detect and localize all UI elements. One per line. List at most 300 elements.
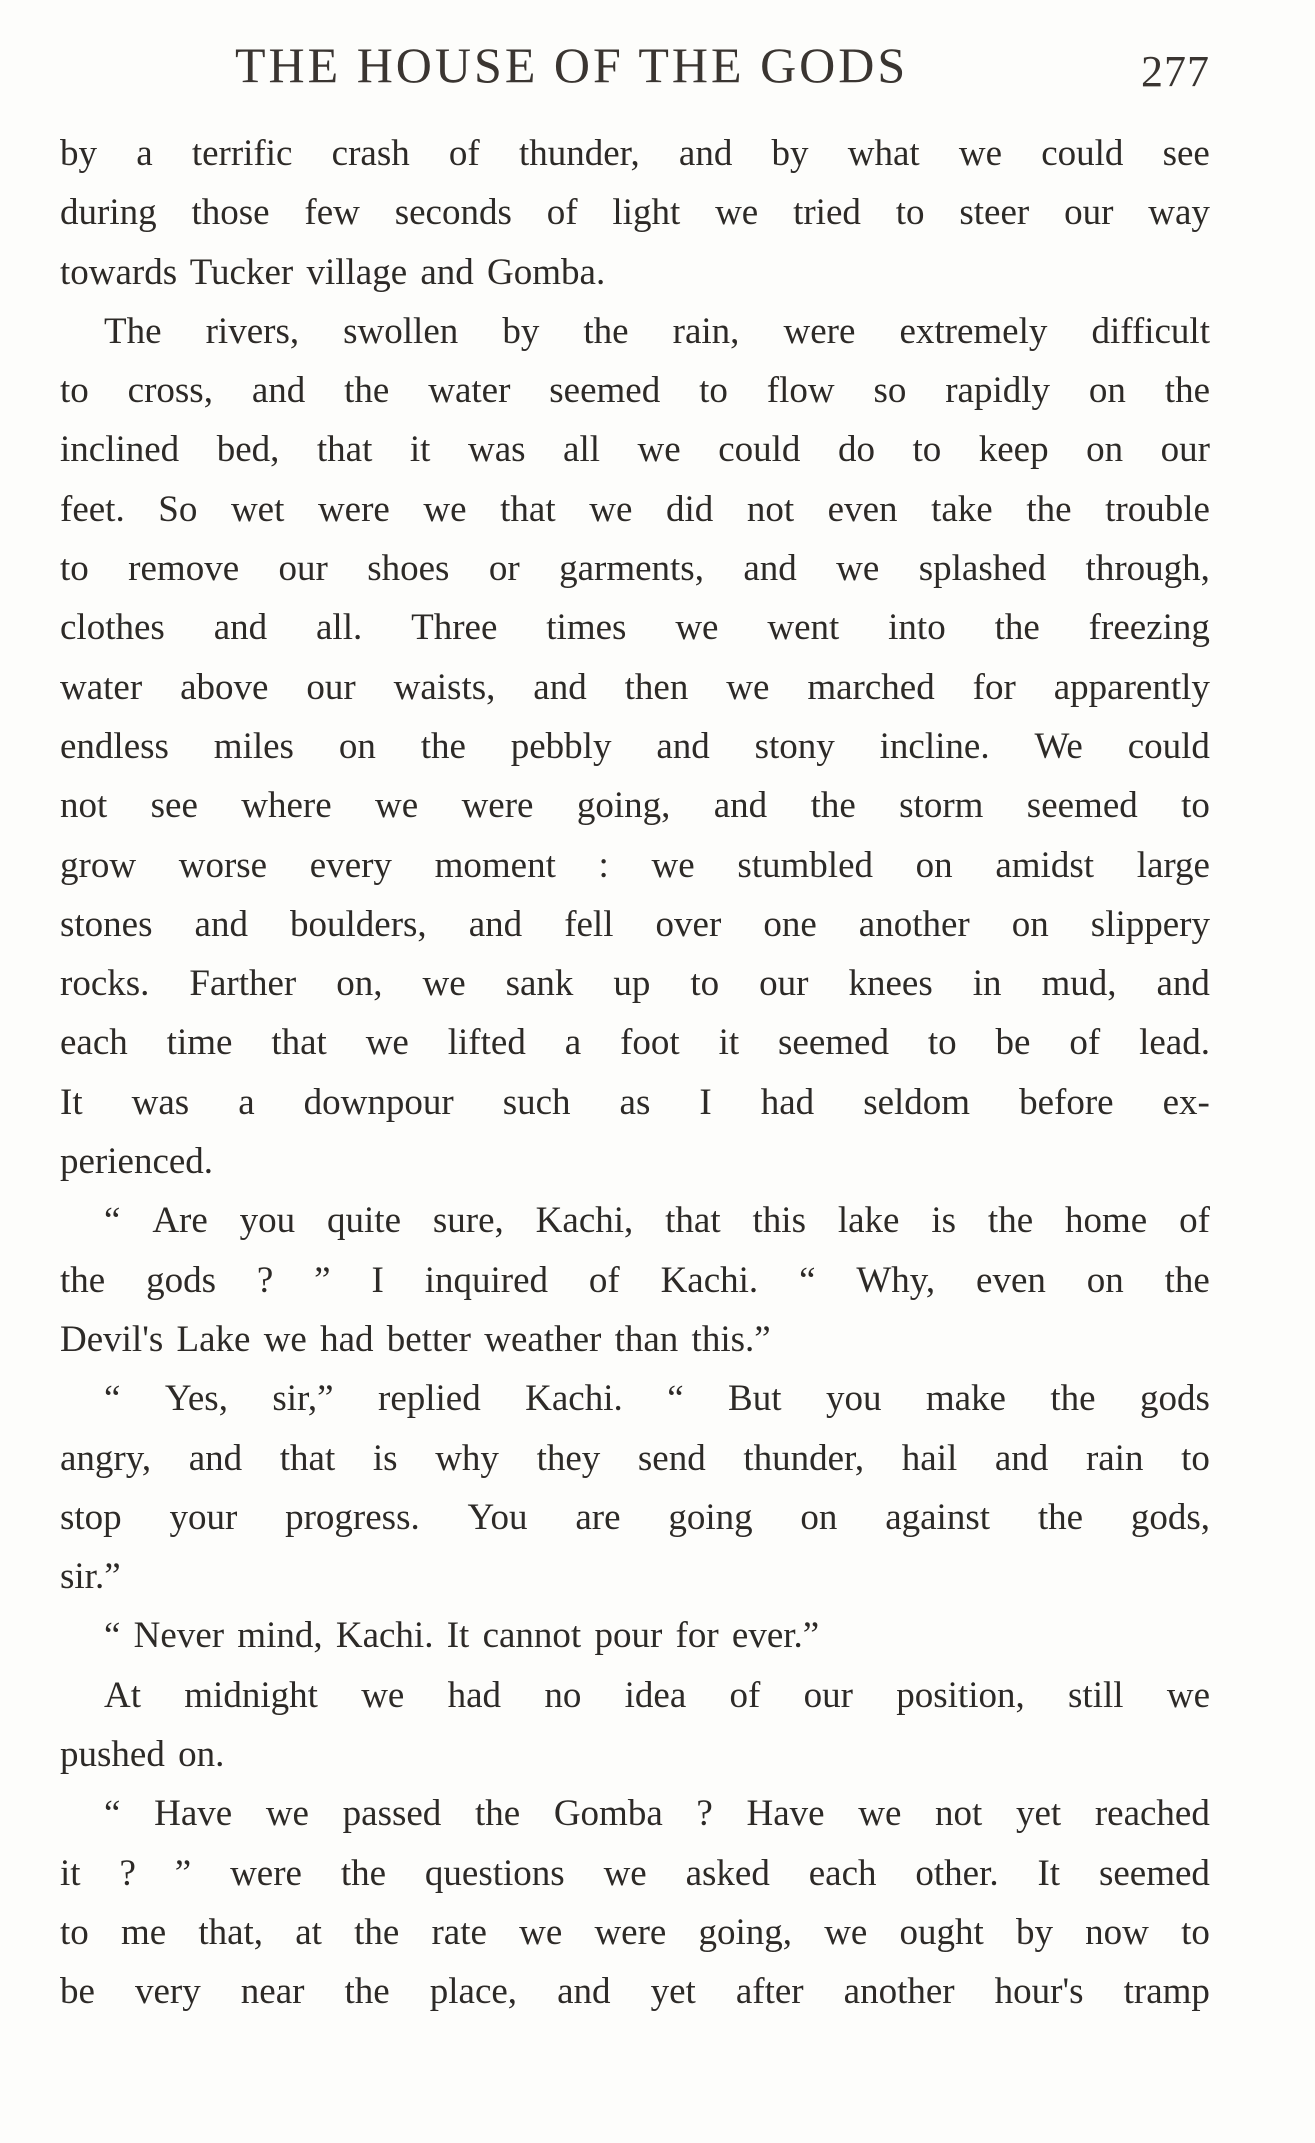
word: questions bbox=[424, 1852, 565, 1894]
word: me bbox=[120, 1911, 167, 1953]
word: were bbox=[317, 488, 390, 530]
word: that bbox=[500, 488, 556, 530]
word: we bbox=[651, 844, 695, 886]
word: no bbox=[544, 1674, 582, 1716]
word: and bbox=[194, 903, 248, 945]
word: crash bbox=[331, 133, 410, 174]
word: progress. bbox=[285, 1496, 420, 1538]
word: and bbox=[251, 370, 306, 412]
word: you bbox=[239, 1200, 296, 1242]
word: thunder, bbox=[743, 1437, 865, 1479]
word: place, bbox=[429, 1971, 518, 2013]
word: we bbox=[726, 666, 770, 708]
word: I bbox=[371, 1259, 384, 1301]
word: even bbox=[827, 488, 898, 530]
word: were bbox=[783, 310, 856, 352]
word: the bbox=[354, 1911, 400, 1953]
word: Yes, bbox=[164, 1378, 228, 1420]
word: our bbox=[759, 963, 809, 1005]
word: for bbox=[972, 666, 1016, 708]
word: seldom bbox=[863, 1081, 971, 1123]
word: on bbox=[1011, 903, 1049, 945]
text-line bbox=[60, 1429, 1210, 1488]
word: steer bbox=[959, 192, 1030, 234]
word: at bbox=[295, 1911, 322, 1953]
word: to bbox=[1181, 1437, 1210, 1479]
word: rain, bbox=[672, 310, 740, 352]
word: miles bbox=[213, 725, 294, 767]
word: to bbox=[895, 192, 925, 234]
word: we bbox=[824, 1911, 868, 1953]
word: a bbox=[564, 1022, 582, 1064]
word: stop bbox=[60, 1496, 122, 1538]
word: asked bbox=[685, 1852, 770, 1894]
word: marched bbox=[807, 666, 935, 708]
word: could bbox=[1041, 133, 1124, 174]
word: our bbox=[1160, 429, 1210, 471]
text-line bbox=[60, 1251, 1210, 1310]
word: hail bbox=[901, 1437, 958, 1479]
word: we bbox=[637, 429, 681, 471]
word: were bbox=[230, 1852, 302, 1894]
word: to bbox=[1181, 785, 1210, 827]
word: going bbox=[668, 1496, 753, 1538]
word: passed bbox=[342, 1793, 442, 1835]
word: every bbox=[309, 844, 392, 886]
word: splashed bbox=[918, 548, 1047, 590]
word: to bbox=[60, 370, 89, 412]
word: not bbox=[60, 785, 108, 827]
word: or bbox=[488, 548, 520, 590]
word: ? bbox=[119, 1852, 136, 1894]
word: Kachi. bbox=[525, 1378, 623, 1420]
word: feet. bbox=[60, 488, 125, 530]
word: rocks. bbox=[60, 963, 150, 1005]
word: near bbox=[240, 1971, 305, 2013]
word: : bbox=[598, 844, 609, 886]
word: apparently bbox=[1053, 666, 1210, 708]
word: those bbox=[191, 192, 270, 234]
word: send bbox=[637, 1437, 706, 1479]
word: another bbox=[843, 1971, 955, 2013]
word: through, bbox=[1085, 548, 1210, 590]
word: time bbox=[166, 1022, 233, 1064]
word: not bbox=[746, 488, 795, 530]
word: sure, bbox=[432, 1200, 504, 1242]
word: fell bbox=[564, 903, 614, 945]
word: grow bbox=[60, 844, 137, 886]
word: to bbox=[60, 1911, 89, 1953]
text-line bbox=[60, 1666, 1210, 1725]
word: we bbox=[423, 488, 467, 530]
word: was bbox=[467, 429, 526, 471]
word: waists, bbox=[393, 666, 496, 708]
word: yet bbox=[1015, 1793, 1062, 1835]
word: sir,” bbox=[272, 1378, 334, 1420]
word: why bbox=[435, 1437, 499, 1479]
text-line bbox=[60, 836, 1210, 895]
word: of bbox=[588, 1259, 620, 1301]
word: the bbox=[1164, 370, 1210, 412]
word: and bbox=[557, 1971, 611, 2013]
word: a bbox=[238, 1081, 255, 1123]
text-line bbox=[60, 302, 1210, 361]
word: Kachi, bbox=[535, 1200, 634, 1242]
word: wet bbox=[230, 488, 285, 530]
word: the bbox=[340, 1852, 387, 1894]
word: and bbox=[743, 548, 797, 590]
word: each bbox=[808, 1852, 877, 1894]
word: idea bbox=[624, 1674, 687, 1716]
word: to bbox=[912, 429, 942, 471]
word: sank bbox=[505, 963, 574, 1005]
text-line bbox=[60, 183, 1210, 242]
text-line bbox=[60, 895, 1210, 954]
word: gods bbox=[1140, 1378, 1210, 1420]
word: rapidly bbox=[945, 370, 1051, 412]
word: quite bbox=[327, 1200, 402, 1242]
word: take bbox=[931, 488, 993, 530]
word: ? bbox=[696, 1793, 713, 1835]
word: and bbox=[1156, 963, 1210, 1005]
word: the bbox=[344, 1971, 390, 2013]
word: thunder, bbox=[518, 133, 640, 174]
word: on bbox=[1088, 370, 1126, 412]
word: and bbox=[188, 1437, 243, 1479]
word: extremely bbox=[899, 310, 1048, 352]
word: stones bbox=[60, 903, 153, 945]
word: incline. bbox=[879, 725, 990, 767]
word: is bbox=[931, 1200, 957, 1242]
word: foot bbox=[620, 1022, 680, 1064]
word: lake bbox=[837, 1200, 900, 1242]
word: of bbox=[546, 192, 578, 234]
text-line bbox=[60, 1013, 1210, 1072]
word: into bbox=[888, 607, 946, 649]
word: do bbox=[837, 429, 875, 471]
word: seemed bbox=[1098, 1852, 1210, 1894]
word: We bbox=[1034, 725, 1083, 767]
word: see bbox=[150, 785, 198, 827]
word: our bbox=[278, 548, 328, 590]
word: not bbox=[935, 1793, 983, 1835]
word: of bbox=[448, 133, 480, 174]
word: that bbox=[316, 429, 373, 471]
word: rate bbox=[431, 1911, 487, 1953]
word: be bbox=[60, 1971, 95, 2013]
word: we bbox=[365, 1022, 409, 1064]
word: this bbox=[752, 1200, 806, 1242]
word: Why, bbox=[856, 1259, 936, 1301]
word: slippery bbox=[1090, 903, 1210, 945]
word: seemed bbox=[778, 1022, 889, 1064]
word: to bbox=[1181, 1911, 1210, 1953]
word: as bbox=[619, 1081, 651, 1123]
word: after bbox=[735, 1971, 804, 2013]
word: the bbox=[420, 725, 466, 767]
word: our bbox=[306, 666, 356, 708]
word: on bbox=[800, 1496, 838, 1538]
word: bed, bbox=[216, 429, 280, 471]
word: “ bbox=[667, 1378, 684, 1420]
word: times bbox=[546, 607, 627, 649]
word: it bbox=[60, 1852, 81, 1894]
word: seemed bbox=[549, 370, 661, 412]
word: terrific bbox=[191, 133, 293, 174]
word: were bbox=[594, 1911, 667, 1953]
word: against bbox=[885, 1496, 991, 1538]
word: make bbox=[925, 1378, 1006, 1420]
word: we bbox=[858, 1793, 902, 1835]
word: where bbox=[241, 785, 332, 827]
word: going, bbox=[698, 1911, 793, 1953]
word: then bbox=[624, 666, 689, 708]
word: could bbox=[718, 429, 801, 471]
word: on bbox=[338, 725, 376, 767]
word: our bbox=[1064, 192, 1114, 234]
word: cross, bbox=[127, 370, 213, 412]
word: The bbox=[104, 310, 162, 352]
word: ought bbox=[899, 1911, 984, 1953]
page-number: 277 bbox=[1141, 47, 1210, 96]
word: we bbox=[1166, 1674, 1210, 1716]
word: Have bbox=[746, 1793, 825, 1835]
text-line bbox=[60, 361, 1210, 420]
word: inclined bbox=[60, 429, 180, 471]
word: stumbled bbox=[737, 844, 873, 886]
word: downpour bbox=[303, 1081, 454, 1123]
word: garments, bbox=[559, 548, 704, 590]
word: each bbox=[60, 1022, 128, 1064]
word: to bbox=[690, 963, 720, 1005]
word: Have bbox=[154, 1793, 233, 1835]
word: seconds bbox=[394, 192, 512, 234]
word: remove bbox=[128, 548, 240, 590]
word: the bbox=[344, 370, 390, 412]
text-line: pushed on. bbox=[60, 1734, 225, 1776]
text-line bbox=[60, 124, 1210, 183]
word: boulders, bbox=[290, 903, 427, 945]
text-line bbox=[60, 1784, 1210, 1843]
word: gods bbox=[146, 1259, 216, 1301]
word: gods, bbox=[1130, 1496, 1210, 1538]
word: and bbox=[656, 725, 710, 767]
text-line bbox=[60, 1488, 1210, 1547]
text-line bbox=[60, 1962, 1210, 2021]
word: above bbox=[180, 666, 269, 708]
word: we bbox=[519, 1911, 563, 1953]
word: the bbox=[810, 785, 856, 827]
word: in bbox=[972, 963, 1002, 1005]
word: “ bbox=[104, 1793, 121, 1835]
word: on, bbox=[336, 963, 383, 1005]
word: one bbox=[763, 903, 817, 945]
word: ” bbox=[174, 1852, 192, 1894]
text-line bbox=[60, 1903, 1210, 1962]
word: Farther bbox=[189, 963, 297, 1005]
word: difficult bbox=[1091, 310, 1210, 352]
word: way bbox=[1148, 192, 1210, 234]
word: keep bbox=[978, 429, 1049, 471]
word: on bbox=[1086, 429, 1124, 471]
word: inquired bbox=[424, 1259, 548, 1301]
text-line: towards Tucker village and Gomba. bbox=[60, 251, 606, 293]
word: few bbox=[304, 192, 360, 234]
text-line bbox=[60, 480, 1210, 539]
word: on bbox=[1086, 1259, 1124, 1301]
word: midnight bbox=[184, 1674, 318, 1716]
word: position, bbox=[896, 1674, 1025, 1716]
word: to bbox=[927, 1022, 957, 1064]
word: we bbox=[361, 1674, 405, 1716]
word: had bbox=[447, 1674, 502, 1716]
running-head bbox=[60, 36, 1210, 96]
word: Three bbox=[411, 607, 498, 649]
word: storm bbox=[899, 785, 984, 827]
word: the bbox=[1026, 488, 1072, 530]
text-line bbox=[60, 954, 1210, 1013]
word: so bbox=[873, 370, 907, 412]
word: mud, bbox=[1041, 963, 1117, 1005]
word: You bbox=[467, 1496, 528, 1538]
word: we bbox=[675, 607, 719, 649]
word: of bbox=[1179, 1200, 1210, 1242]
word: to bbox=[60, 548, 89, 590]
word: shoes bbox=[367, 548, 450, 590]
word: “ bbox=[799, 1259, 816, 1301]
word: by bbox=[771, 133, 809, 174]
word: your bbox=[169, 1496, 238, 1538]
word: a bbox=[136, 133, 153, 174]
text-line bbox=[60, 420, 1210, 479]
word: moment bbox=[434, 844, 556, 886]
text-line: “ Never mind, Kachi. It cannot pour for ever.” bbox=[104, 1615, 820, 1657]
text-line bbox=[60, 539, 1210, 598]
word: “ bbox=[104, 1378, 121, 1420]
text-line: perienced. bbox=[60, 1141, 214, 1183]
word: swollen bbox=[343, 310, 459, 352]
word: we bbox=[603, 1852, 647, 1894]
word: the bbox=[474, 1793, 521, 1835]
word: was bbox=[131, 1081, 190, 1123]
word: Gomba bbox=[553, 1793, 663, 1835]
text-line bbox=[60, 658, 1210, 717]
word: during bbox=[60, 192, 157, 234]
word: the bbox=[1037, 1496, 1084, 1538]
word: tried bbox=[793, 192, 861, 234]
text-line bbox=[60, 717, 1210, 776]
word: tramp bbox=[1123, 1971, 1210, 2013]
word: But bbox=[728, 1378, 782, 1420]
word: ? bbox=[256, 1259, 274, 1301]
word: endless bbox=[60, 725, 169, 767]
word: that bbox=[279, 1437, 336, 1479]
word: the bbox=[583, 310, 629, 352]
word: even bbox=[976, 1259, 1046, 1301]
word: still bbox=[1068, 1674, 1124, 1716]
word: knees bbox=[848, 963, 933, 1005]
word: stony bbox=[754, 725, 835, 767]
body-text bbox=[60, 124, 1210, 2022]
word: such bbox=[502, 1081, 571, 1123]
word: flow bbox=[766, 370, 835, 412]
word: the bbox=[1050, 1378, 1096, 1420]
word: that bbox=[271, 1022, 327, 1064]
word: the bbox=[60, 1259, 106, 1301]
word: and bbox=[678, 133, 733, 174]
word: now bbox=[1085, 1911, 1149, 1953]
word: see bbox=[1162, 133, 1210, 174]
word: that bbox=[665, 1200, 721, 1242]
word: we bbox=[589, 488, 633, 530]
word: other. bbox=[915, 1852, 999, 1894]
word: what bbox=[847, 133, 920, 174]
word: trouble bbox=[1105, 488, 1210, 530]
word: lead. bbox=[1139, 1022, 1210, 1064]
word: rivers, bbox=[205, 310, 300, 352]
word: we bbox=[715, 192, 759, 234]
word: clothes bbox=[60, 607, 165, 649]
word: hour's bbox=[994, 1971, 1084, 2013]
text-line bbox=[60, 1844, 1210, 1903]
word: it bbox=[409, 429, 431, 471]
word: over bbox=[655, 903, 722, 945]
word: went bbox=[767, 607, 840, 649]
word: we bbox=[265, 1793, 309, 1835]
word: and bbox=[994, 1437, 1049, 1479]
word: before bbox=[1019, 1081, 1114, 1123]
word: lifted bbox=[447, 1022, 526, 1064]
word: water bbox=[60, 666, 143, 708]
word: So bbox=[158, 488, 198, 530]
word: light bbox=[612, 192, 681, 234]
word: we bbox=[422, 963, 466, 1005]
word: going, bbox=[576, 785, 671, 827]
word: that, bbox=[198, 1911, 264, 1953]
word: ” bbox=[314, 1259, 331, 1301]
word: ex- bbox=[1162, 1081, 1210, 1123]
word: could bbox=[1127, 725, 1210, 767]
word: At bbox=[104, 1674, 141, 1716]
text-line bbox=[60, 1369, 1210, 1428]
word: the bbox=[994, 607, 1040, 649]
word: I bbox=[699, 1081, 712, 1123]
word: and bbox=[713, 785, 768, 827]
word: by bbox=[1015, 1911, 1053, 1953]
word: rain bbox=[1085, 1437, 1144, 1479]
word: our bbox=[803, 1674, 853, 1716]
word: we bbox=[375, 785, 419, 827]
word: large bbox=[1136, 844, 1210, 886]
word: It bbox=[1037, 1852, 1061, 1894]
word: by bbox=[502, 310, 540, 352]
word: were bbox=[461, 785, 534, 827]
word: Are bbox=[152, 1200, 208, 1242]
word: up bbox=[613, 963, 651, 1005]
word: by bbox=[60, 133, 97, 174]
word: reached bbox=[1094, 1793, 1210, 1835]
word: they bbox=[536, 1437, 601, 1479]
text-line bbox=[60, 1073, 1210, 1132]
word: and bbox=[213, 607, 268, 649]
text-line bbox=[60, 598, 1210, 657]
text-line bbox=[60, 776, 1210, 835]
text-line: sir.” bbox=[60, 1556, 121, 1598]
word: another bbox=[858, 903, 970, 945]
word: is bbox=[372, 1437, 398, 1479]
word: angry, bbox=[60, 1437, 152, 1479]
text-line bbox=[60, 1191, 1210, 1250]
